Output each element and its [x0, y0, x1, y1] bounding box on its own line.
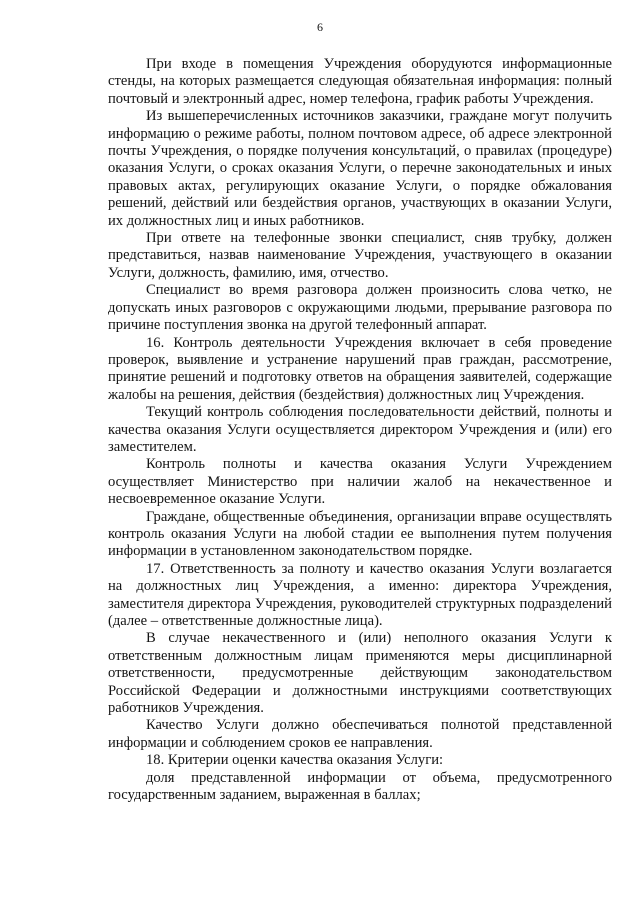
- paragraph-info-stands: При входе в помещения Учреждения оборудуются информационные стенды, на которых размещается следующая обязательная информация: полный почтовый и электронный адрес, номер телефона, график работы Учреждения.: [108, 56, 612, 107]
- paragraph-phone-answer: При ответе на телефонные звонки специалист, сняв трубку, должен представиться, назвав наименование Учреждения, участвующего в оказании Услуги, должность, фамилию, имя, отчество.: [108, 230, 612, 281]
- paragraph-speech-rules: Специалист во время разговора должен произносить слова четко, не допускать иных разговоров с окружающими людьми, прерывание разговора по причине поступления звонка на другой телефонный аппарат.: [108, 282, 612, 334]
- document-body: [108, 56, 612, 804]
- paragraph-criteria-item: доля представленной информации от объема, предусмотренного государственным заданием, выраженная в баллах;: [108, 769, 612, 804]
- page-number: 6: [317, 20, 323, 34]
- paragraph-info-sources: Из вышеперечисленных источников заказчики, граждане могут получить информацию о режиме работы, полном почтовом адресе, об адресе электронной почты Учреждения, о порядке получения консультаций, о правилах (процедуре) оказания Услуги, о сроках оказания Услуги, о перечне законодательных и иных правовых актах, регулирующих оказание Услуги, о порядке обжалования решений, действий или бездействия органов, участвующих в оказании Услуги, их должностных лиц и иных работников.: [108, 108, 612, 229]
- paragraph-quality: Качество Услуги должно обеспечиваться полнотой представленной информации и соблюдением сроков ее направления.: [108, 717, 612, 751]
- paragraph-17-responsibility: 17. Ответственность за полноту и качество оказания Услуги возлагается на должностных лиц Учреждения, а именно: директора Учреждения, заместителя директора Учреждения, руководителей структурных подразделений (далее – ответственные должностные лица).: [108, 560, 612, 629]
- paragraph-current-control: Текущий контроль соблюдения последовательности действий, полноты и качества оказания Услуги осуществляется директором Учреждения и (или) его заместителем.: [108, 404, 612, 455]
- paragraph-16-control: 16. Контроль деятельности Учреждения включает в себя проведение проверок, выявление и устранение нарушений прав граждан, рассмотрение, принятие решений и подготовку ответов на обращения заявителей, содержащие жалобы на решения, действия (бездействия) должностных лиц Учреждения.: [108, 334, 612, 403]
- paragraph-18-criteria: 18. Критерии оценки качества оказания Услуги:: [146, 752, 444, 769]
- paragraph-citizens-control: Граждане, общественные объединения, организации вправе осуществлять контроль оказания Услуги на любой стадии ее выполнения путем получения информации в установленном законодательством порядке.: [108, 508, 612, 560]
- paragraph-disciplinary: В случае некачественного и (или) неполного оказания Услуги к ответственным должностным лицам применяются меры дисциплинарной ответственности, предусмотренные действующим законодательством Российской Федерации и должностными инструкциями соответствующих работников Учреждения.: [108, 630, 612, 717]
- paragraph-ministry-control: Контроль полноты и качества оказания Услуги Учреждением осуществляет Министерство при наличии жалоб на некачественное и несвоевременное оказание Услуги.: [108, 456, 612, 508]
